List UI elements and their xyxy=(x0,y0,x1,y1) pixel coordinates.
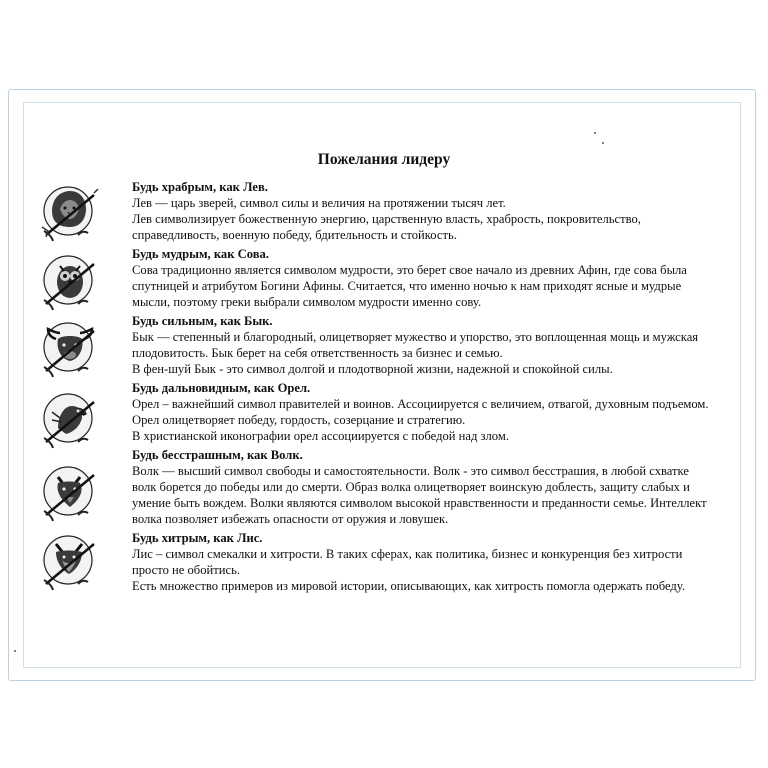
entry-line: умение быть вождем. Волки являются символом высокой нравственности и преданности семье. Интеллект xyxy=(132,496,707,510)
entry-line: спутницей и атрибутом Богини Афины. Считается, что именно ночью к нам приходят ясные и мудрые xyxy=(132,279,682,293)
wolf-emblem-icon xyxy=(38,461,102,525)
bull-emblem-icon xyxy=(38,317,102,381)
entry-line: Волк — высший символ свободы и самостоятельности. Волк - это символ бесстрашия, в любой схватке xyxy=(132,464,689,478)
eagle-emblem-icon xyxy=(38,388,102,452)
entry-line: мысли, поэтому греки выбрали символом мудрости именно сову. xyxy=(132,295,482,309)
entry-eagle xyxy=(38,380,738,450)
entry-line: волка позволяет избежать опасности от оружия и ловушек. xyxy=(132,512,449,526)
entry-line: Лев символизирует божественную энергию, царственную власть, храбрость, покровительство, xyxy=(132,212,641,226)
entry-text xyxy=(132,380,732,444)
entry-line: В христианской иконографии орел ассоциируется с победой над злом. xyxy=(132,429,509,443)
entry-line: просто не обойтись. xyxy=(132,563,240,577)
entry-text xyxy=(132,530,732,594)
entry-heading: Будь дальновидным, как Орел. xyxy=(132,381,311,395)
entry-line: Орел олицетворяет победу, гордость, созерцание и стратегию. xyxy=(132,413,466,427)
owl-emblem-icon xyxy=(38,250,102,314)
entry-text xyxy=(132,447,732,527)
page-title: Пожелания лидеру xyxy=(317,151,451,168)
entry-text xyxy=(132,179,732,243)
entry-line: справедливость, военную победу, бдительность и стойкость. xyxy=(132,228,457,242)
entry-line: Лев — царь зверей, символ силы и величия на протяжении тысяч лет. xyxy=(132,196,506,210)
entry-fox xyxy=(38,530,738,600)
entry-line: волк борется до победы или до смерти. Образ волка олицетворяет воинскую доблесть, защиту слабых и xyxy=(132,480,690,494)
entry-heading: Будь мудрым, как Сова. xyxy=(132,247,269,261)
entry-heading: Будь сильным, как Бык. xyxy=(132,314,273,328)
paper-speck xyxy=(594,132,596,134)
entry-heading: Будь бесстрашным, как Волк. xyxy=(132,448,303,462)
paper-speck xyxy=(602,142,604,144)
entry-line: Бык — степенный и благородный, олицетворяет мужество и упорство, это воплощенная мощь и мужская xyxy=(132,330,699,344)
entry-owl xyxy=(38,246,738,316)
entry-text xyxy=(132,246,732,310)
entry-line: Есть множество примеров из мировой истории, описывающих, как хитрость помогла одержать победу. xyxy=(132,579,685,593)
entry-line: плодовитость. Бык берет на себя ответственность за бизнес и семью. xyxy=(132,346,503,360)
entry-heading: Будь хитрым, как Лис. xyxy=(132,531,263,545)
fox-emblem-icon xyxy=(38,530,102,594)
entry-heading: Будь храбрым, как Лев. xyxy=(132,180,268,194)
entry-line: В фен-шуй Бык - это символ долгой и плодотворной жизни, надежной и спокойной силы. xyxy=(132,362,613,376)
entry-line: Лис – символ смекалки и хитрости. В таких сферах, как политика, бизнес и конкуренция без хитрости xyxy=(132,547,683,561)
lion-emblem-icon xyxy=(38,181,102,245)
entry-text xyxy=(132,313,732,377)
paper-speck xyxy=(14,650,16,652)
entry-bull xyxy=(38,313,738,383)
entry-line: Сова традиционно является символом мудрости, это берет свое начало из древних Афин, где сова была xyxy=(132,263,687,277)
entry-line: Орел – важнейший символ правителей и воинов. Ассоциируется с величием, отвагой, духовным подъемом. xyxy=(132,397,709,411)
entry-lion xyxy=(38,179,738,249)
entry-wolf xyxy=(38,447,738,526)
